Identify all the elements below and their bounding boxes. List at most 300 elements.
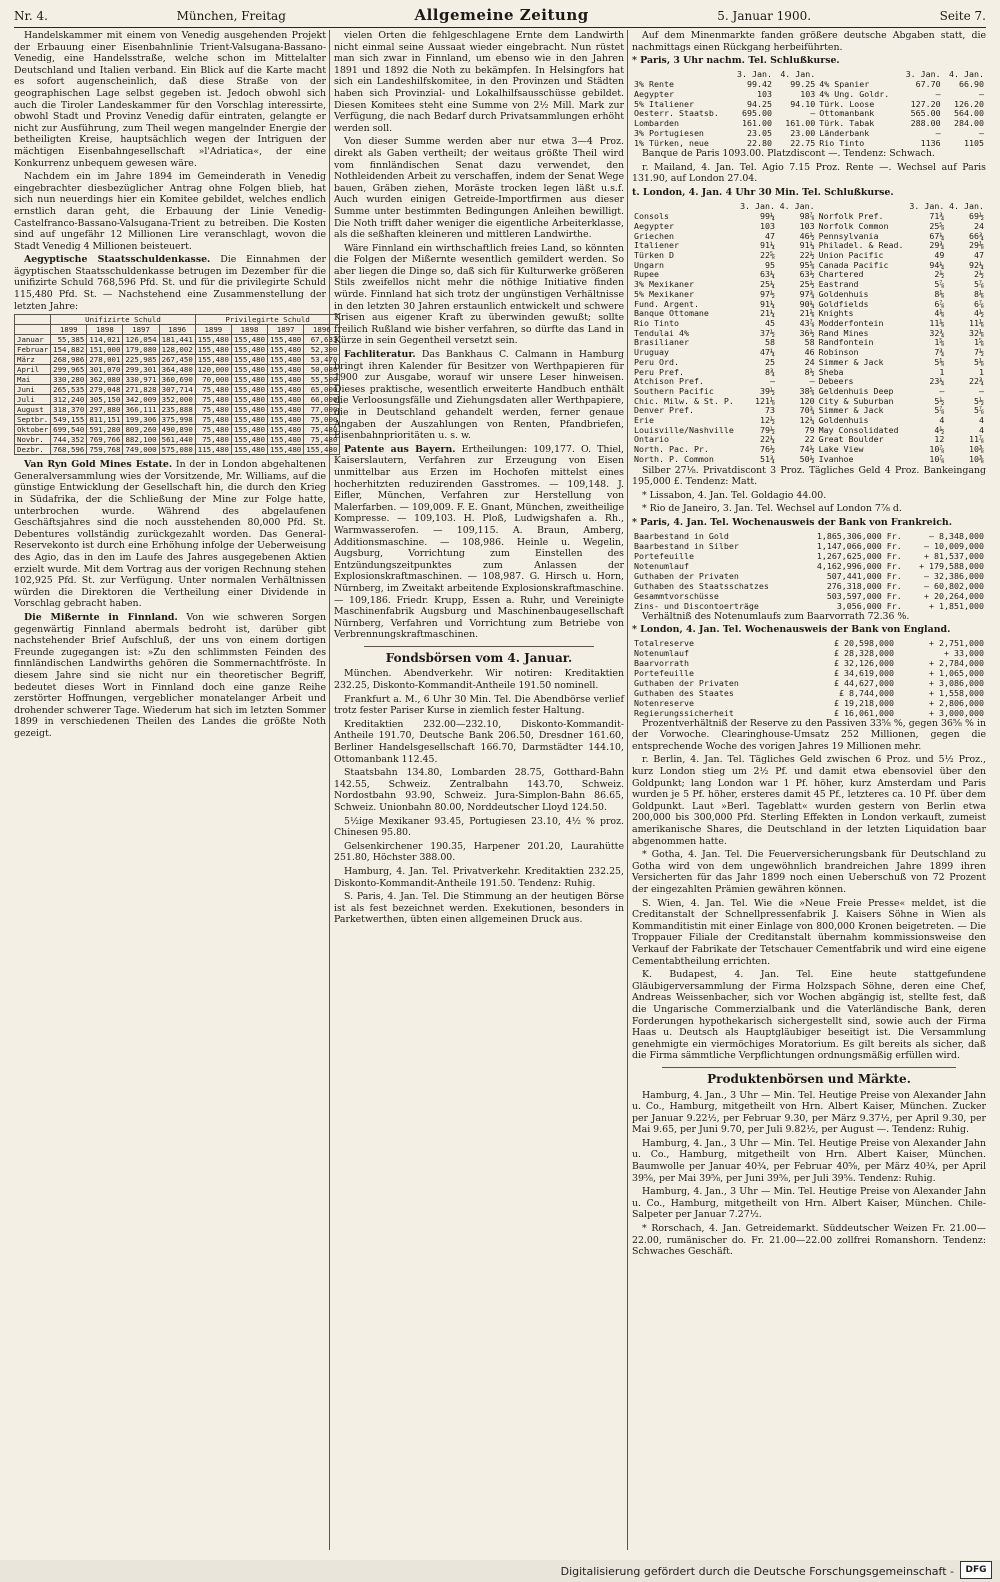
quote-cell: 22¾: [969, 376, 984, 387]
debt-cell: 114,021: [87, 335, 123, 345]
paris-quotes-body: [632, 80, 986, 148]
debt-cell: 75,480: [195, 385, 231, 395]
quote-cell: 10⅜: [969, 453, 984, 464]
quote-cell: 21¼: [760, 308, 776, 319]
gotha-report: * Gotha, 4. Jan. Tel. Die Feuerversicherungsbank für Deutschland zu Gotha wird von dem ungewöhnlich brandreichen Jahre 1899 ihren Versicherten für das Jahr 1899 noch einen Ueberschuß von 72 Prozent der eingezahlten Prämien gewähren können.: [632, 849, 986, 896]
quote-cell: 58: [804, 337, 815, 348]
quote-cell: Ottomanbank: [819, 108, 875, 119]
quote-cell: Lombarden: [634, 118, 679, 129]
quote-cell: 120: [799, 395, 815, 406]
quote-cell: 8¾: [765, 366, 776, 377]
quote-cell: Peru Pref.: [634, 366, 684, 377]
quote-cell: 5% Italiener: [634, 98, 694, 109]
quote-cell: 5% Mexikaner: [634, 288, 694, 299]
debt-cell: 75,480: [304, 435, 340, 445]
quote-cell: 91¼: [760, 298, 776, 309]
debt-cell: 699,540: [51, 425, 87, 435]
debt-cell: 120,000: [195, 365, 231, 375]
quote-cell: 2½: [934, 269, 945, 280]
quote-cell: 25½: [799, 279, 815, 290]
paris-continued: Auf dem Minenmarkte fanden größere deutsche Abgaben statt, die nachmittags einen Rückgang herbeiführten.: [632, 30, 986, 53]
debt-cell: Juli: [15, 395, 51, 405]
section-divider-2: [662, 1067, 956, 1068]
debt-cell: 199,306: [123, 415, 159, 425]
debt-cell: 549,155: [51, 415, 87, 425]
quote-cell: 103: [799, 220, 815, 231]
bank-cell: Baarvorrath: [634, 657, 689, 668]
quote-cell: City & Suburban: [818, 395, 894, 406]
quote-cell: Aegypter: [634, 89, 674, 100]
quote-cell: Goldenhuis: [818, 415, 869, 426]
quote-cell: 1% Türken, neue: [634, 137, 709, 148]
quote-cell: 1: [939, 366, 945, 377]
debt-table: [14, 314, 340, 455]
milano-report: r. Mailand, 4. Jan. Tel. Agio 7.15 Proz. Rente —. Wechsel auf Paris 131.90, auf London 27.04.: [632, 161, 986, 185]
quote-cell: Rand Mines: [818, 327, 869, 338]
egypt-article: [14, 254, 326, 312]
debt-year: 1896: [304, 325, 340, 335]
paris-quotes-footer: Banque de Paris 1093.00. Platzdiscont —. Tendenz: Schwach.: [642, 148, 935, 160]
venice-railway-article: Handelskammer mit einem von Venedig ausgehenden Projekt der Erbauung einer Eisenbahnlinie Trient-Valsugana-Bassano-Venedig, eine Handelsstraße, welche schon im Mittelalter Deutschland und Italien verband. Ein Blick auf die Karte macht es sofort augenscheinlich, daß diese Straße von der geographischen Lage selbst gegeben ist. Jedoch obwohl sich auch die Tiroler Landeskammer für den Vorschlag interessirte, obwohl Stadt und Provinz Venedig dafür eintraten, gelangte er nicht zur Ausführung, zum Theil wegen mangelnder Energie der betheiligten Kreise, hauptsächlich wegen der Intriguen der mächtigen Eisenbahngesellschaft »l'Adriatica«, der eine Konkurrenz unbequem gewesen wäre.: [14, 30, 326, 169]
quote-cell: 8⅛: [974, 288, 984, 299]
quote-cell: 66.90: [959, 79, 984, 90]
debt-year: 1899: [195, 325, 231, 335]
debt-cell: 809,260: [123, 425, 159, 435]
debt-cell: 155,480: [268, 365, 304, 375]
bank-cell: Guthaben des Staatsschatzes: [634, 580, 769, 591]
quote-date: 4. Jan.: [779, 200, 815, 211]
quote-cell: 103: [760, 220, 776, 231]
debt-cell: 66,000: [304, 395, 340, 405]
quote-cell: 47: [765, 230, 776, 241]
debt-year-row: [15, 325, 340, 335]
quote-cell: 99¼: [760, 211, 776, 222]
debt-cell: 744,352: [51, 435, 87, 445]
hamburg-saltpetre: Hamburg, 4. Jan., 3 Uhr — Min. Tel. Heutige Preise von Alexander Jahn u. Co., Hamburg, mitgetheilt von Hrn. Albert Kaiser, München. Chile-Salpeter per Januar 7.27½.: [632, 1186, 986, 1221]
debt-cell: August: [15, 405, 51, 415]
quote-cell: 4: [939, 415, 945, 426]
quote-cell: 7¾: [934, 347, 945, 358]
table-row: [15, 395, 340, 405]
quote-cell: Türk. Loose: [819, 98, 875, 109]
quote-cell: Pennsylvania: [818, 230, 879, 241]
quote-cell: 103: [800, 89, 816, 100]
bank-france-heading: * Paris, 4. Jan. Tel. Wochenausweis der Bank von Frankreich.: [632, 516, 952, 528]
quote-cell: Robinson: [818, 347, 859, 358]
quote-cell: —: [979, 89, 984, 100]
quote-cell: 4½: [934, 424, 945, 435]
quote-cell: Modderfontein: [818, 318, 884, 328]
quote-date: 3. Jan.: [909, 200, 945, 211]
quote-cell: 565.00: [910, 108, 941, 119]
debt-cell: 811,151: [87, 415, 123, 425]
hamburg-report: Hamburg, 4. Jan. Tel. Privatverkehr. Kreditaktien 232.25, Diskonto-Kommandit-Antheile 191.50. Tendenz: Ruhig.: [334, 865, 624, 889]
quote-cell: 5⅞: [934, 279, 945, 290]
debt-cell: 769,766: [87, 435, 123, 445]
egypt-heading: Aegyptische Staatsschuldenkasse.: [24, 254, 211, 266]
quote-cell: 4⅛: [934, 308, 945, 319]
vienna-report: S. Wien, 4. Jan. Tel. Wie die »Neue Freie Presse« meldet, ist die Creditanstalt der Schnellpressenfabrik J. Kaisers Söhne in Wien als Kommanditistin mit einer Einlage von 800,000 Kronen beigetreten. — Die Troppauer Filiale der Creditanstalt übernahm kommissionsweise den Verkauf der Fabrikate der Tetschauer Cementfabrik und wird eine eigene Cementabtheilung errichten.: [632, 897, 986, 967]
quote-cell: 4: [979, 424, 984, 435]
debt-cell: 155,480: [268, 355, 304, 365]
debt-cell: 225,985: [123, 355, 159, 365]
quote-cell: 6⅞: [974, 298, 984, 309]
quote-cell: Debeers: [818, 376, 854, 387]
debt-year: 1896: [159, 325, 195, 335]
bank-cell: 1,267,625,000 Fr.: [816, 550, 902, 561]
quote-cell: 4% Spanier: [819, 79, 870, 90]
bank-cell: — 60,802,000: [924, 580, 984, 591]
quote-cell: 11⅛: [929, 318, 945, 328]
funds-heading: Fondsbörsen vom 4. Januar.: [385, 650, 573, 665]
quote-cell: Aegypter: [634, 220, 674, 231]
quote-cell: Ontario: [634, 434, 669, 445]
debt-cell: 301,070: [87, 365, 123, 375]
quote-cell: 25¼: [760, 279, 776, 290]
debt-cell: 52,300: [304, 345, 340, 355]
quote-cell: 1136: [920, 137, 941, 148]
debt-cell: 75,480: [304, 425, 340, 435]
bank-cell: Guthaben der Privaten: [634, 677, 739, 688]
quote-cell: 695.00: [742, 108, 773, 119]
quote-cell: Chic. Milw. & St. P.: [634, 395, 734, 406]
egypt-text: Die Einnahmen der ägyptischen Staatsschuldenkasse betrugen im Dezember für die unifizirte Schuld 768,596 Pfd. St. und für die privilegirte Schuld 115,480 Pfd. St. — Nachstehend eine Zusammenstellung der letzten Jahre:: [14, 254, 327, 312]
quote-cell: 92¼: [969, 259, 984, 270]
quote-cell: 12¼: [799, 415, 815, 426]
literature-text: Das Bankhaus C. Calmann in Hamburg bringt ihren Kalender für Besitzer von Werthpapieren für 1900 zur Ausgabe, worauf wir unsere Leser hinweisen. Dieses praktische, wesentlich erweiterte Handbuch enthält die Verloosungsfälle und Ziehungsdaten aller Werthpapiere, die in Deutschland gehandelt werden, ferner genaue Angaben der Auszahlungen von Renten, Pfandbriefen, Eisenbahnprioritäten u. s. w.: [334, 349, 624, 442]
bank-cell: + 1,558,000: [929, 687, 984, 698]
quote-cell: 12½: [760, 415, 776, 426]
quote-cell: 94.10: [790, 98, 816, 109]
debt-cell: Juni: [15, 385, 51, 395]
debt-cell: Mai: [15, 375, 51, 385]
debt-cell: 55,500: [304, 375, 340, 385]
bank-cell: £ 16,061,000: [834, 707, 894, 718]
bank-cell: — 10,009,000: [924, 540, 984, 551]
bank-cell: 3,056,000 Fr.: [836, 600, 902, 611]
debt-cell: 155,480: [195, 355, 231, 365]
bank-england-heading: * London, 4. Jan. Tel. Wochenausweis der Bank von England.: [632, 624, 951, 636]
quote-cell: Simmer & Jack: [818, 405, 884, 416]
debt-cell: 75,480: [195, 425, 231, 435]
bank-cell: £ 34,619,000: [834, 667, 894, 678]
quote-cell: Simmer & Jack: [818, 356, 884, 367]
quote-cell: 2½: [974, 269, 984, 280]
table-row: [15, 425, 340, 435]
quote-cell: 99.42: [747, 79, 773, 90]
quote-cell: 71¾: [929, 211, 945, 222]
bank-cell: 4,162,996,000 Fr.: [816, 560, 902, 571]
quote-cell: Türken D: [634, 250, 674, 261]
debt-cell: 179,080: [123, 345, 159, 355]
page-number: Seite 7.: [939, 9, 986, 23]
frankfurt-railways: Staatsbahn 134.80, Lombarden 28.75, Gotthard-Bahn 142.55, Schweiz. Zentralbahn 143.70, Schweiz. Nordostbahn 93.90, Schweiz. Jura-Simplon-Bahn 86.65, Schweiz. Unionbahn 80.00, Norddeutscher Lloyd 124.50.: [334, 767, 624, 813]
quote-cell: Lake View: [818, 444, 864, 455]
quote-cell: 1: [979, 366, 984, 377]
debt-cell: 299,965: [51, 365, 87, 375]
debt-month-header: [15, 315, 51, 325]
quote-cell: Türk. Tabak: [819, 118, 875, 129]
debt-cell: 375,998: [159, 415, 195, 425]
quote-cell: Norfolk Pref.: [818, 211, 884, 222]
quote-cell: 23.00: [790, 127, 816, 138]
bank-cell: + 81,537,000: [924, 550, 984, 561]
debt-cell: Januar: [15, 335, 51, 345]
debt-year: 1897: [123, 325, 159, 335]
quote-cell: Atchison Pref.: [634, 376, 704, 387]
quote-cell: 39½: [760, 385, 776, 396]
quote-cell: Rio Tinto: [819, 137, 865, 148]
quote-cell: 103: [757, 89, 773, 100]
table-row: [632, 601, 986, 611]
debt-cell: 50,080: [304, 365, 340, 375]
debt-year: 1898: [231, 325, 267, 335]
quote-cell: 49: [934, 250, 945, 261]
quote-cell: 3% Rente: [634, 79, 674, 90]
debt-cell: Dezbr.: [15, 445, 51, 455]
bank-cell: + 1,065,000: [929, 667, 984, 678]
bank-cell: + 1,851,000: [929, 600, 984, 611]
budapest-report: K. Budapest, 4. Jan. Tel. Eine heute stattgefundene Gläubigerversammlung der Firma Holzspach Söhne, deren eine Chef, Andreas Weissenbacher, sich vor Wochen abgängig ist, stellte fest, daß die Ungarische Commerzialbank und die Vaterländische Bank, deren Forderungen hypothekarisch sichergestellt sind, sowie auch der Firma Haas u. Deutsch als Hauptgläubiger beseitigt ist. Die Versammlung genehmigte ein viermöchiges Moratorium. Es gilt bereits als sicher, daß die Firma sämmtliche Verpflichtungen ordnungsmäßig erfüllen wird.: [632, 969, 986, 1062]
quote-cell: 67.70: [915, 79, 941, 90]
quote-date: 3. Jan.: [905, 68, 941, 79]
vanryn-heading: Van Ryn Gold Mines Estate.: [24, 459, 173, 471]
quote-cell: 4% Ung. Goldr.: [819, 89, 890, 100]
quote-cell: Peru Ord.: [634, 356, 679, 367]
debt-group-unified: Unifizirte Schuld: [51, 315, 196, 325]
finland-continued-2: Von dieser Summe werden aber nur etwa 3—4 Proz. direkt als Gaben vertheilt; der weitaus größte Theil wird vom finnländischen Senat dazu verwendet, den Nothleidenden Arbeit zu verschaffen, indem der Senat Wege bauen, Gräben ziehen, Moräste trocken legen läßt u.s.f. Auch wurden einigen Getreide-Importfirmen aus dieser Summe unter bestimmten Bedingungen Anleihen bewilligt. Die Noth trifft daher weniger die eigentliche Arbeiterklasse, als die seßhaften kleineren und mittleren Landwirthe.: [334, 136, 624, 241]
quote-cell: 73: [765, 405, 776, 416]
quote-cell: 58: [765, 337, 776, 348]
quote-cell: —: [979, 127, 984, 138]
bank-cell: + 2,751,000: [929, 637, 984, 648]
quote-cell: 47¼: [760, 347, 776, 358]
debt-cell: 155,480: [195, 345, 231, 355]
debt-cell: 155,480: [268, 395, 304, 405]
bank-cell: Baarbestand in Gold: [634, 530, 729, 541]
debt-cell: Septbr.: [15, 415, 51, 425]
quote-cell: 127.20: [910, 98, 941, 109]
debt-cell: 155,480: [304, 445, 340, 455]
quote-cell: 91¼: [799, 240, 815, 251]
quote-cell: Great Boulder: [818, 434, 884, 445]
quote-cell: 32¾: [929, 327, 945, 338]
table-row: [632, 648, 986, 658]
quote-cell: —: [979, 385, 984, 396]
debt-cell: 307,714: [159, 385, 195, 395]
bank-cell: Guthaben der Privaten: [634, 570, 739, 581]
quote-cell: Union Pacific: [818, 250, 884, 261]
bank-cell: £ 32,126,000: [834, 657, 894, 668]
column-1: [14, 30, 338, 742]
quote-cell: 76½: [760, 444, 776, 455]
quote-cell: Sheba: [818, 366, 844, 377]
debt-cell: 75,480: [195, 405, 231, 415]
literature-article: [334, 349, 624, 442]
table-row: [632, 678, 986, 688]
bank-cell: 276,318,000 Fr.: [826, 580, 902, 591]
debt-cell: 55,385: [51, 335, 87, 345]
products-heading: Produktenbörsen und Märkte.: [707, 1071, 911, 1086]
quote-cell: 22.75: [790, 137, 816, 148]
quote-cell: —: [939, 385, 945, 396]
quote-cell: 22½: [799, 250, 815, 261]
quote-cell: 6⅞: [934, 298, 945, 309]
quote-cell: 79: [804, 424, 815, 435]
debt-cell: 155,480: [268, 425, 304, 435]
quote-cell: Uruguay: [634, 347, 669, 358]
newspaper-title: Allgemeine Zeitung: [414, 6, 589, 24]
debt-cell: 759,768: [87, 445, 123, 455]
quote-cell: 1105: [964, 137, 984, 148]
debt-cell: 155,480: [195, 335, 231, 345]
debt-cell: 305,150: [87, 395, 123, 405]
bank-cell: Notenumlauf: [634, 647, 689, 658]
paris-quotes-table: [632, 69, 986, 149]
quote-cell: Erie: [634, 415, 654, 426]
table-row: [15, 345, 340, 355]
quote-cell: 10⅜: [969, 444, 984, 455]
quote-date: 4. Jan.: [949, 68, 984, 79]
quote-cell: Philadel. & Read.: [818, 240, 904, 251]
quote-cell: Länderbank: [819, 127, 870, 138]
bank-cell: Gesammtvorschüsse: [634, 590, 719, 601]
debt-cell: 155,480: [231, 345, 267, 355]
debt-cell: 490,890: [159, 425, 195, 435]
table-row: [15, 415, 340, 425]
table-row: [15, 445, 340, 455]
quote-cell: 94.25: [747, 98, 773, 109]
debt-cell: 126,054: [123, 335, 159, 345]
debt-cell: April: [15, 365, 51, 375]
quote-cell: 10⅞: [929, 453, 945, 464]
table-row: [632, 688, 986, 698]
debt-cell: 155,480: [268, 375, 304, 385]
debt-cell: 561,440: [159, 435, 195, 445]
debt-cell: 155,480: [231, 425, 267, 435]
quote-cell: North. Pac. Pr.: [634, 444, 709, 455]
quote-cell: 161.00: [785, 118, 816, 129]
table-row: [15, 355, 340, 365]
debt-cell: 155,480: [231, 415, 267, 425]
debt-cell: 155,480: [268, 405, 304, 415]
table-row: [632, 541, 986, 551]
bank-england-footer: Prozentverhältniß der Reserve zu den Passiven 33⅝ %, gegen 36⅝ % in der Vorwoche. Clearinghouse-Umsatz 252 Millionen, gegen die entsprechende Woche des vorigen Jahres 19 Millionen mehr.: [632, 717, 986, 752]
debt-cell: 155,480: [231, 445, 267, 455]
quote-cell: 5½: [934, 395, 945, 406]
quote-cell: 5⅞: [934, 405, 945, 416]
table-row: [632, 531, 986, 541]
debt-cell: 342,009: [123, 395, 159, 405]
column-3: [632, 30, 986, 1260]
finland-continued-3: Wäre Finnland ein wirthschaftlich freies Land, so könnten die Folgen der Mißernte wesentlich gemildert werden. So aber liegen die Dinge so, daß sich für Kulturwerke größeren Stils zweifellos nicht mehr die nöthige Initiative finden würde. Finnland hat sich trotz der ungünstigen Verhältnisse in den letzten 30 Jahren erstaunlich entwickelt und schwere Krisen aus eigener Kraft zu überwinden gewußt; sollte freilich Rußland wie bisher verfahren, so dürfte das Land in Kürze in sein Gegentheil versetzt sein.: [334, 242, 624, 347]
frankfurt-report: Frankfurt a. M., 6 Uhr 30 Min. Tel. Die Abendbörse verlief trotz fester Pariser Kurse in ziemlich fester Haltung.: [334, 693, 624, 717]
quote-cell: 10⅞: [929, 444, 945, 455]
debt-cell: 267,450: [159, 355, 195, 365]
finland-article: [14, 612, 326, 740]
quote-cell: 1⅝: [934, 337, 945, 348]
frankfurt-mining: Gelsenkirchener 190.35, Harpener 201.20, Laurahütte 251.80, Höchster 388.00.: [334, 840, 624, 864]
munich-report: München. Abendverkehr. Wir notiren: Kreditaktien 232.25, Diskonto-Kommandit-Antheile 191.50 nominell.: [334, 668, 624, 692]
table-row: [632, 139, 986, 149]
debt-cell: 70,000: [195, 375, 231, 385]
debt-year: 1899: [51, 325, 87, 335]
quote-cell: Randfontein: [818, 337, 874, 348]
finland-text: Von wie schweren Sorgen gegenwärtig Finnland abermals bedroht ist, darüber gibt nachstehender Brief Aufschluß, der uns von einem dortigen Freunde zugegangen ist: »Zu den schlimmsten Feinden des finnländischen Landwirths gehören die Sommernachtfröste. In diesem Jahre sind sie nicht nur ein theoretischer Begriff, bedeutet dieses Wort in Finnland doch eine ganze Reihe zerstörter Hoffnungen, vergeblicher monatelanger Arbeit und drohender schwerer Tage. Wiederum hat sich im letzten Sommer 1899 in verschiedenen Theilen des Landes die größte Noth gezeigt.: [14, 611, 327, 739]
bank-cell: £ 19,218,000: [834, 697, 894, 708]
debt-cell: 268,986: [51, 355, 87, 365]
quote-cell: 51¾: [760, 453, 776, 464]
quote-cell: 21⅛: [799, 308, 815, 319]
debt-cell: 155,480: [231, 405, 267, 415]
bank-france-table: [632, 531, 986, 611]
bank-cell: + 3,086,000: [929, 677, 984, 688]
debt-cell: 75,480: [195, 395, 231, 405]
digitization-footer: [0, 1560, 1000, 1582]
table-row: [15, 335, 340, 345]
table-row: [632, 581, 986, 591]
debt-cell: 278,001: [87, 355, 123, 365]
table-row: [632, 698, 986, 708]
frankfurt-bonds: 5½ige Mexikaner 93.45, Portugiesen 23.10, 4½ % proz. Chinesen 95.80.: [334, 815, 624, 839]
quote-cell: 50½: [799, 453, 815, 464]
debt-cell: 155,480: [268, 435, 304, 445]
quote-cell: North. P. Common: [634, 453, 714, 464]
bank-cell: — 8,348,000: [929, 530, 984, 541]
frankfurt-banks: Kreditaktien 232.00—232.10, Diskonto-Kommandit-Antheile 191.70, Deutsche Bank 206.50, Dresdner 161.60, Berliner Handelsgesellschaft 166.70, Darmstädter 144.10, Ottomanbank 112.45.: [334, 718, 624, 765]
quote-cell: 29¾: [929, 240, 945, 251]
quote-cell: 5⅞: [974, 279, 984, 290]
rorschach-report: * Rorschach, 4. Jan. Getreidemarkt. Süddeutscher Weizen Fr. 21.00—22.00, rumänischer do. Fr. 21.00—22.00 zollfrei Romanshorn. Tendenz: Schwaches Geschäft.: [632, 1223, 986, 1258]
bank-cell: £ 44,627,000: [834, 677, 894, 688]
bank-cell: Notenumlauf: [634, 560, 689, 571]
quote-cell: 22: [804, 434, 815, 445]
bank-cell: + 2,806,000: [929, 697, 984, 708]
quote-cell: 564.00: [954, 108, 984, 119]
quote-cell: Geldenhuis Deep: [818, 385, 894, 396]
quote-cell: 91¼: [760, 240, 776, 251]
debt-cell: 330,971: [123, 375, 159, 385]
dfg-logo: DFG: [960, 1561, 992, 1579]
patents-article: [334, 444, 624, 641]
footer-text: Digitalisierung gefördert durch die Deutsche Forschungsgemeinschaft -: [560, 1564, 954, 1578]
debt-cell: 360,690: [159, 375, 195, 385]
patents-heading: Patente aus Bayern.: [344, 443, 456, 455]
quote-cell: 37½: [760, 327, 776, 338]
quote-cell: 11⅛: [969, 318, 984, 328]
bank-england-table: [632, 638, 986, 718]
debt-cell: 53,470: [304, 355, 340, 365]
quote-cell: 94¼: [929, 259, 945, 270]
bank-cell: 503,597,000 Fr.: [826, 590, 902, 601]
quote-cell: Goldfields: [818, 298, 869, 309]
quote-cell: 5⅛: [974, 356, 984, 367]
debt-cell: Novbr.: [15, 435, 51, 445]
quote-cell: 5½: [974, 395, 984, 406]
quote-cell: Oesterr. Staatsb.: [634, 108, 719, 119]
quote-cell: 36½: [799, 327, 815, 338]
debt-cell: 155,480: [268, 415, 304, 425]
debt-cell: 364,480: [159, 365, 195, 375]
quote-cell: 38⅝: [799, 385, 815, 396]
quote-cell: 32⅛: [969, 327, 984, 338]
debt-cell: 155,480: [231, 375, 267, 385]
finland-continued: vielen Orten die fehlgeschlagene Ernte dem Landwirth nicht einmal seine Aussaat wieder eingebracht. Nun rüstet man sich zwar in Finnland, um ebenso wie in den Jahren 1891 und 1892 die Noth zu bekämpfen. In Helsingfors hat sich ein Landeshilfskomitee, in den Provinzen und Städten haben sich Provinzial- und Lokalhilfsausschüsse gebildet. Diesen Komitees steht eine Summe von 2½ Mill. Mark zur Verfügung, die nach Bedarf durch Privatsammlungen erhöht werden soll.: [334, 30, 624, 134]
table-row: [15, 365, 340, 375]
quote-cell: 8½: [804, 366, 815, 377]
quote-cell: 5⅞: [974, 405, 984, 416]
debt-cell: 330,280: [51, 375, 87, 385]
